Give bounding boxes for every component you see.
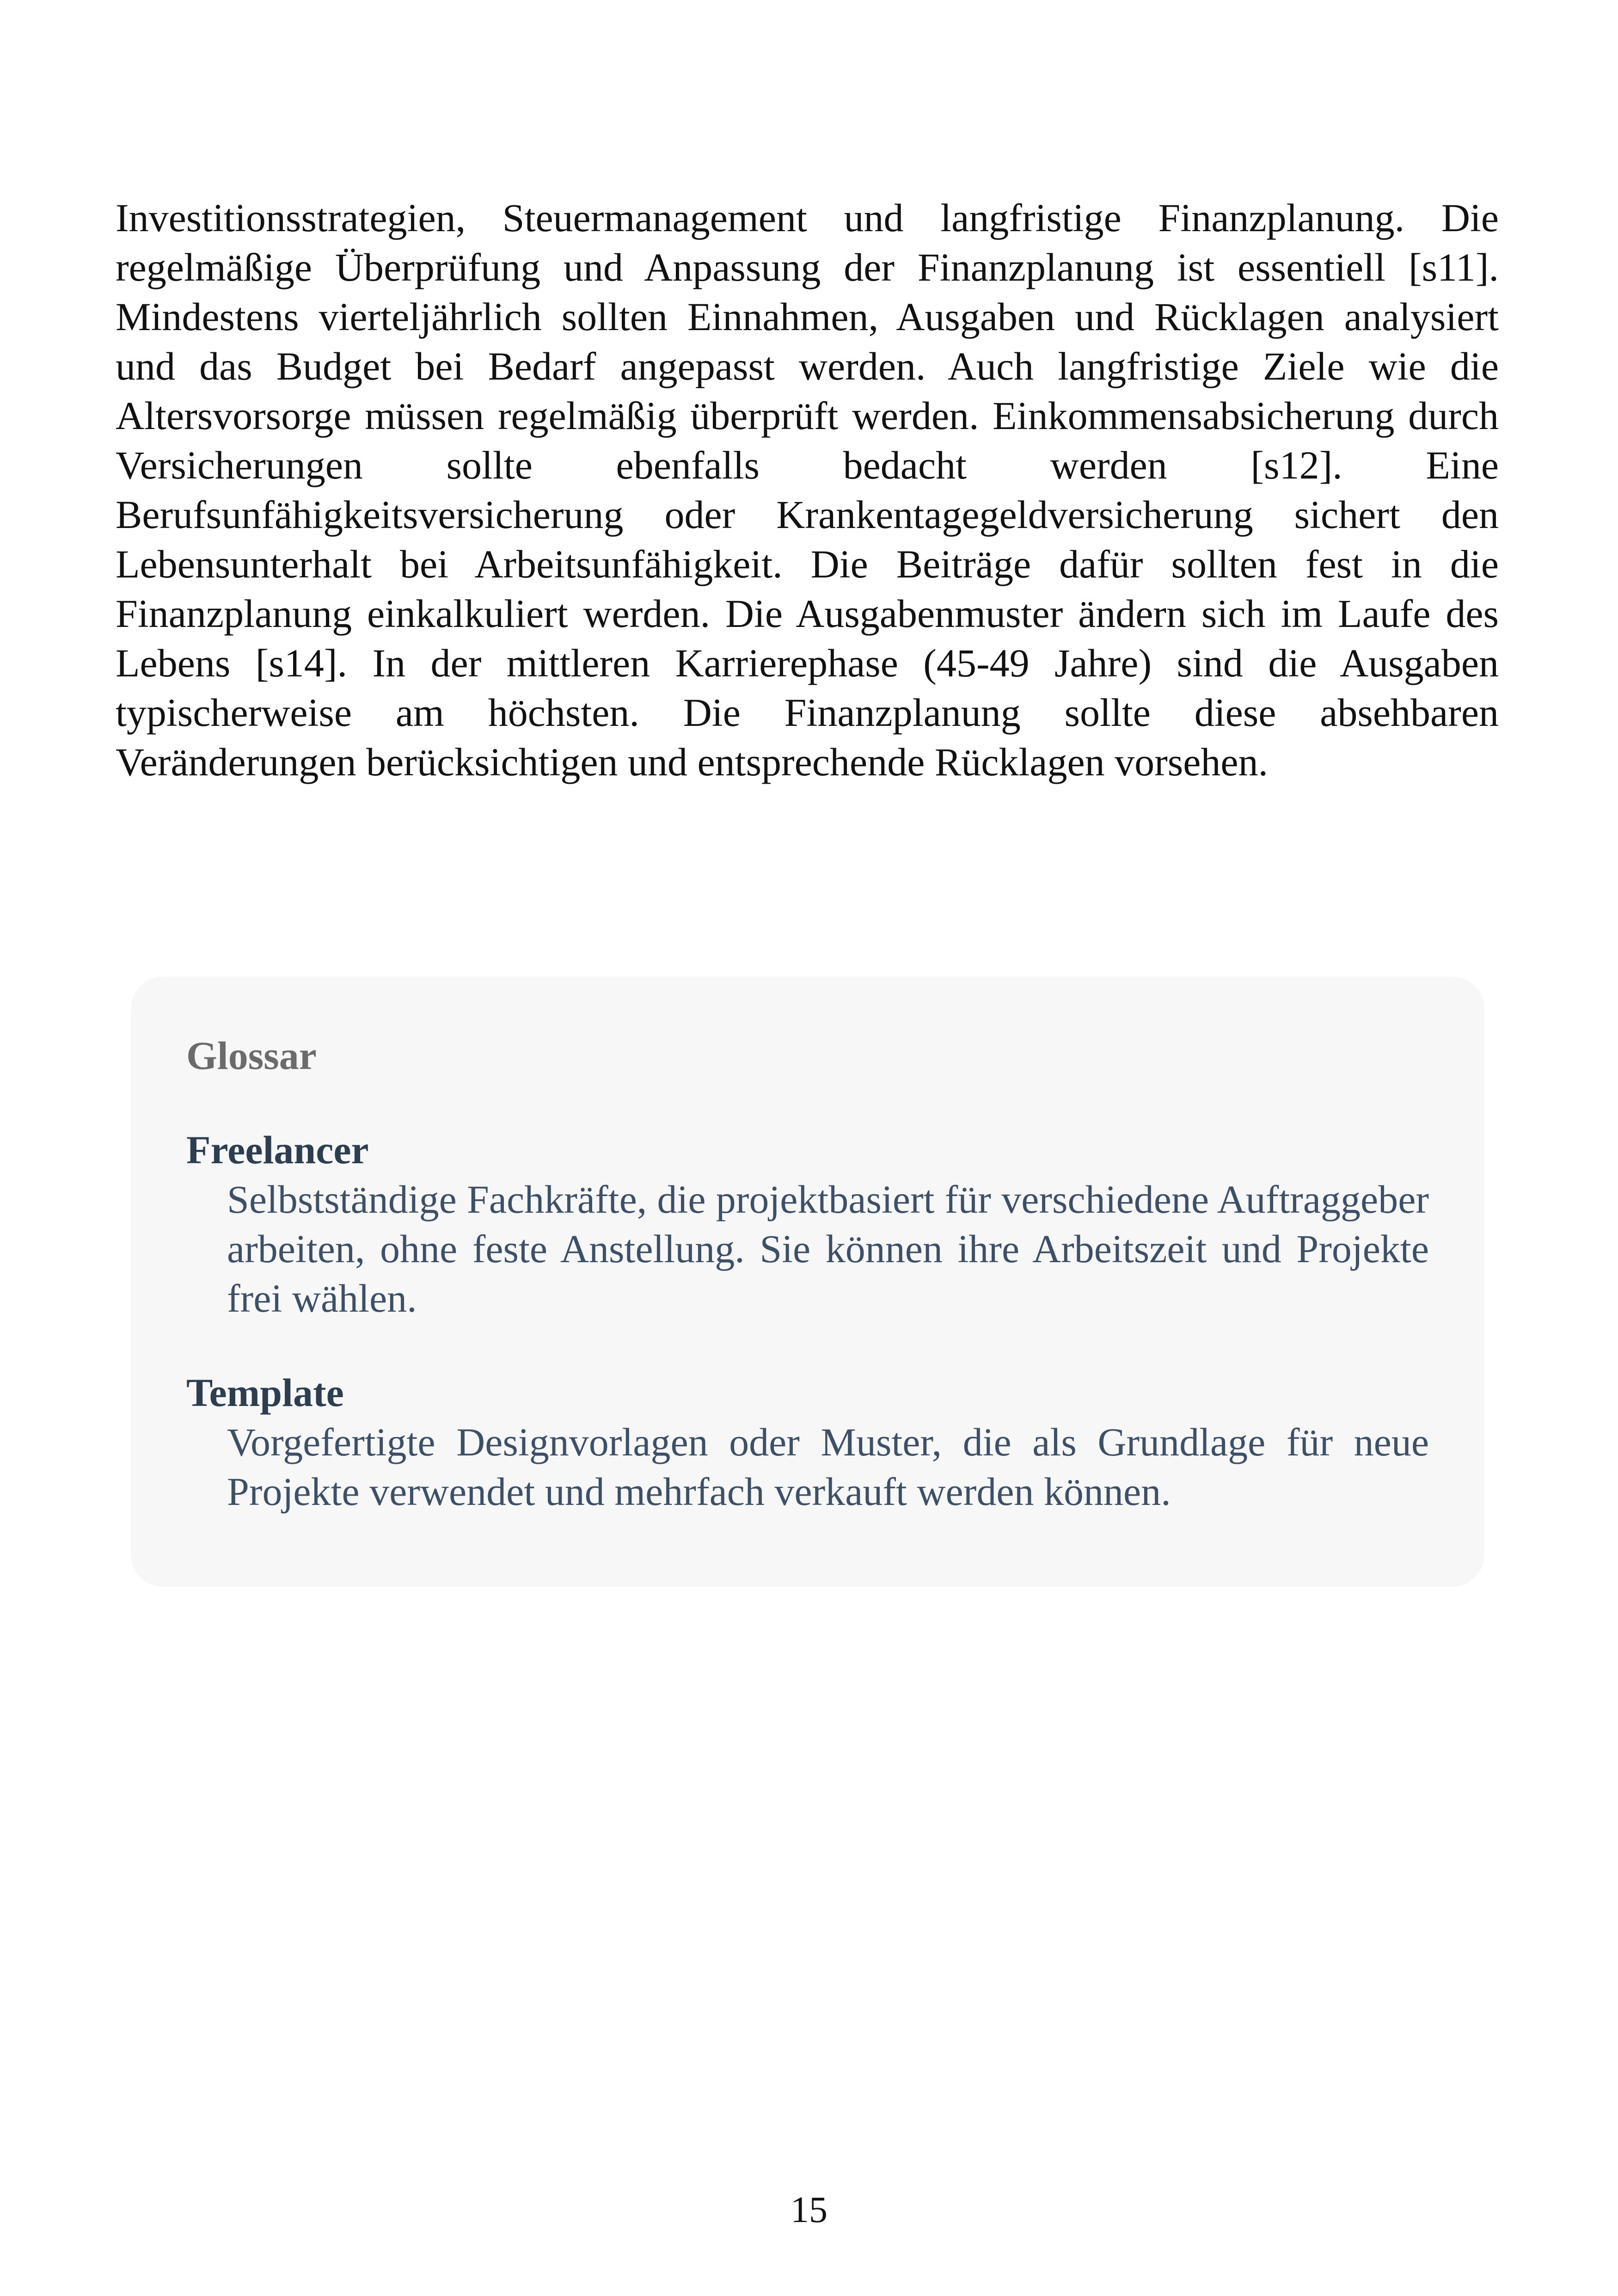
glossary-term: Freelancer: [186, 1128, 369, 1172]
glossary-definition: Vorgefertigte Designvorlagen oder Muster, die als Grundlage für neue Projekte verwendet und mehrfach verkauft werden können.: [227, 1420, 1429, 1514]
glossary-entry: [186, 1125, 1429, 1323]
page-number: 15: [791, 2190, 827, 2230]
glossary-title: Glossar: [186, 1033, 317, 1078]
body-paragraph: Investitionsstrategien, Steuermanagement und langfristige Finanzplanung. Die regelmäßige Überprüfung und Anpassung der Finanzplanung ist essentiell [s11]. Mindestens vierteljährlich sollten Einnahmen, Ausgaben und Rücklagen analysiert und das Budget bei Bedarf angepasst werden. Auch langfristige Ziele wie die Altersvorsorge müssen regelmäßig überprüft werden. Einkommensabsicherung durch Versicherungen sollte ebenfalls bedacht werden [s12]. Eine Berufsunfähigkeitsversicherung oder Krankentagegeldversicherung sichert den Lebensunterhalt bei Arbeitsunfähigkeit. Die Beiträge dafür sollten fest in die Finanzplanung einkalkuliert werden. Die Ausgabenmuster ändern sich im Laufe des Lebens [s14]. In der mittleren Karrierephase (45-49 Jahre) sind die Ausgaben typischerweise am höchsten. Die Finanzplanung sollte diese absehbaren Veränderungen berücksichtigen und entsprechende Rücklagen vorsehen.: [116, 196, 1499, 784]
glossary-entry: [186, 1368, 1429, 1516]
glossary-term: Template: [186, 1370, 344, 1415]
glossary-box: [131, 976, 1484, 1587]
glossary-definition: Selbstständige Fachkräfte, die projektbasiert für verschiedene Auftraggeber arbeiten, ohne feste Anstellung. Sie können ihre Arbeitszeit und Projekte frei wählen.: [227, 1177, 1429, 1320]
